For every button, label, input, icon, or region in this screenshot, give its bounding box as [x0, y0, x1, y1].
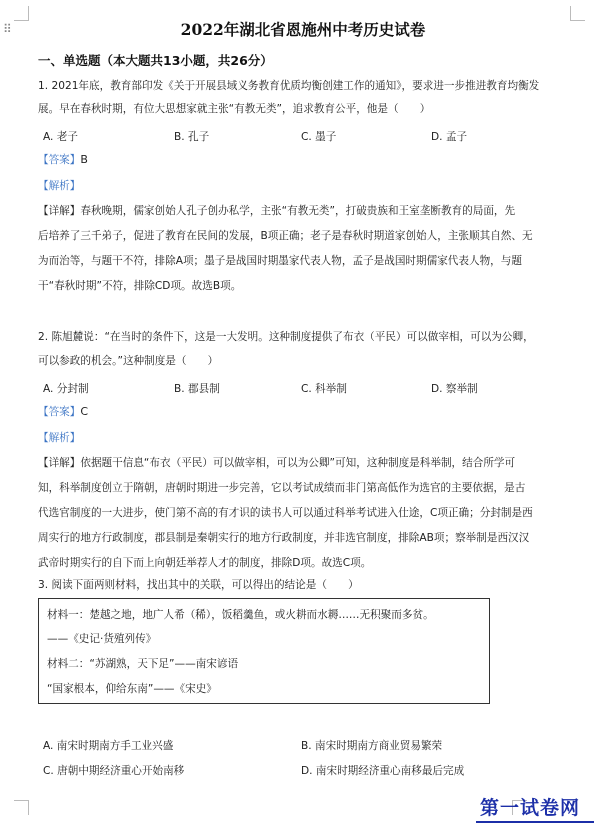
detail-text: 依据题干信息“布衣（平民）可以做宰相，可以为公卿”可知，这种制度是科举制，结合所学可 [80, 457, 516, 469]
option-a: A. 南宋时期南方手工业兴盛 [43, 740, 174, 752]
drag-handle-icon[interactable]: ⠿ [3, 22, 10, 36]
section-heading: 一、单选题（本大题共13小题，共26分） [38, 53, 273, 68]
option-a: A. 老子 [43, 131, 78, 143]
option-b: B. 孔子 [174, 131, 210, 143]
question-1-text: 1. 2021年底，教育部印发《关于开展县域义务教育优质均衡创建工作的通知》，要求进一步推进教育均衡发 [38, 80, 540, 92]
option-d: D. 察举制 [431, 383, 478, 395]
detail-text: 知，科举制度创立于隋朝，唐朝时期进一步完善，它以考试成绩而非门第高低作为选官的主要依据，是古 [38, 482, 526, 494]
material-box [38, 598, 490, 704]
material-text: 材料二：“苏湖熟，天下足”——南宋谚语 [47, 658, 239, 670]
option-a: A. 分封制 [43, 383, 89, 395]
answer-value: C [80, 405, 89, 418]
detail-text: 武帝时期实行的自下而上向朝廷举荐人才的制度，排除D项。故选C项。 [38, 557, 372, 569]
question-2-text: 2. 陈旭麓说：“在当时的条件下，这是一大发明。这种制度提供了布衣（平民）可以做宰相，可以为公卿， [38, 331, 534, 343]
option-d: D. 孟子 [431, 131, 468, 143]
page-corner-mark [570, 6, 585, 21]
option-b: B. 郡县制 [174, 383, 220, 395]
watermark-underline [476, 821, 594, 823]
detail-text: 代选官制度的一大进步，使门第不高的有才识的读书人可以通过科举考试进入仕途，C项正确；分封制是西 [38, 507, 533, 519]
option-c: C. 唐朝中期经济重心开始南移 [43, 765, 185, 777]
detail-text: 周实行的地方行政制度，郡县制是秦朝实行的地方行政制度，并非选官制度，排除AB项；察举制是西汉汉 [38, 532, 530, 544]
watermark-logo: 第一试卷网 [480, 797, 581, 819]
answer-line [38, 152, 88, 167]
analysis-tag: 【解析】 [38, 432, 81, 444]
page-corner-mark [14, 800, 29, 815]
question-1-text: 展。早在春秋时期，有位大思想家就主张“有教无类”，追求教育公平，他是（ ） [38, 103, 431, 115]
option-b: B. 南宋时期南方商业贸易繁荣 [301, 740, 443, 752]
material-source: ——《史记·货殖列传》 [47, 633, 157, 645]
answer-line [38, 404, 88, 419]
detail-line [38, 455, 515, 470]
detail-text: 干“春秋时期”不符，排除CD项。故选B项。 [38, 280, 242, 292]
answer-tag: 【答案】 [38, 154, 81, 166]
detail-tag: 【详解】 [38, 205, 81, 217]
page-corner-mark [14, 6, 29, 21]
detail-tag: 【详解】 [38, 457, 81, 469]
analysis-line [38, 178, 80, 193]
question-3-text: 3. 阅读下面两则材料，找出其中的关联，可以得出的结论是（ ） [38, 579, 359, 591]
material-text: 材料一：楚越之地，地广人希（稀），饭稻羹鱼，或火耕而水耨……无积聚而多贫。 [47, 609, 434, 621]
analysis-tag: 【解析】 [38, 180, 81, 192]
analysis-line [38, 430, 80, 445]
detail-line [38, 203, 515, 218]
question-2-text: 可以参政的机会。”这种制度是（ ） [38, 355, 219, 367]
answer-value: B [80, 153, 88, 166]
answer-tag: 【答案】 [38, 406, 81, 418]
option-c: C. 墨子 [301, 131, 337, 143]
option-c: C. 科举制 [301, 383, 347, 395]
option-d: D. 南宋时期经济重心南移最后完成 [301, 765, 465, 777]
page-title: 2022年湖北省恩施州中考历史试卷 [180, 20, 426, 39]
detail-text: 后培养了三千弟子，促进了教育在民间的发展，B项正确；老子是春秋时期道家创始人，主张顺其自然、无 [38, 230, 533, 242]
detail-text: 春秋晚期，儒家创始人孔子创办私学，主张“有教无类”，打破贵族和王室垄断教育的局面，先 [80, 205, 516, 217]
detail-text: 为而治等，与题干不符，排除A项；墨子是战国时期墨家代表人物，孟子是战国时期儒家代表人物，与题 [38, 255, 522, 267]
material-text: “国家根本，仰给东南”——《宋史》 [47, 683, 217, 695]
